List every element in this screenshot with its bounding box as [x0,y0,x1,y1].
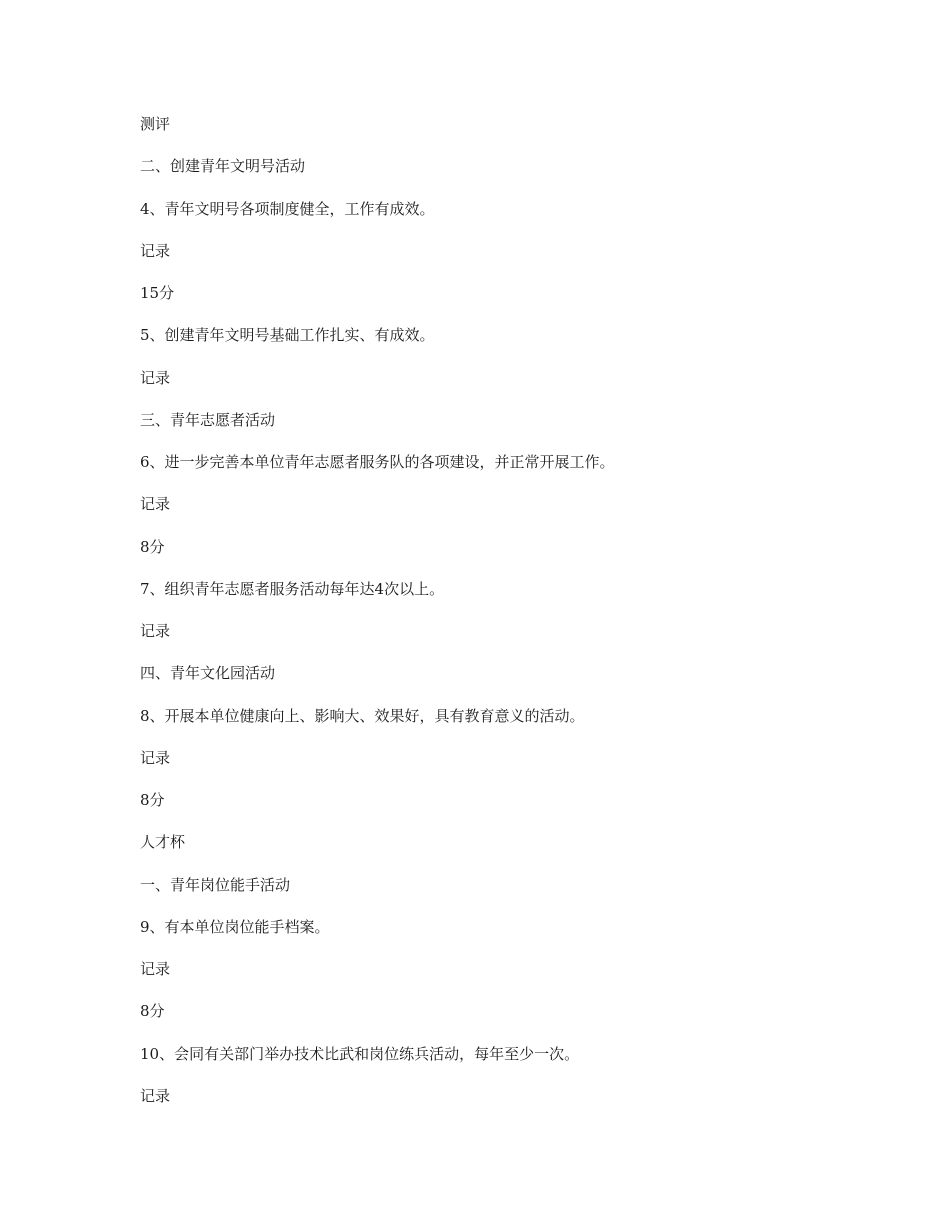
method-label: 记录 [140,495,171,514]
method-label: 记录 [140,368,171,387]
method-label: 记录 [140,748,171,767]
criterion-item: 5、创建青年文明号基础工作扎实、有成效。 [140,326,435,345]
section-heading: 三、青年志愿者活动 [140,410,276,429]
method-label: 记录 [140,960,171,978]
score-label: 8分 [140,791,165,809]
method-label: 记录 [140,1086,171,1105]
section-heading: 二、创建青年文明号活动 [140,157,306,176]
method-label: 记录 [140,241,171,260]
method-label: 记录 [140,622,171,640]
criterion-item: 9、有本单位岗位能手档案。 [140,917,330,936]
document-body [140,113,860,1127]
section-heading: 一、青年岗位能手活动 [140,875,291,894]
criterion-item: 7、组织青年志愿者服务活动每年达4次以上。 [140,579,445,598]
criterion-item: 4、青年文明号各项制度健全，工作有成效。 [140,199,435,218]
category-heading: 人才杯 [140,833,186,852]
criterion-item: 6、进一步完善本单位青年志愿者服务队的各项建设，并正常开展工作。 [140,453,615,471]
section-label-evaluation: 测评 [140,115,171,133]
section-heading: 四、青年文化园活动 [140,664,276,683]
score-label: 8分 [140,1002,165,1021]
criterion-item: 10、会同有关部门举办技术比武和岗位练兵活动，每年至少一次。 [140,1044,580,1063]
score-label: 8分 [140,537,165,556]
criterion-item: 8、开展本单位健康向上、影响大、效果好，具有教育意义的活动。 [140,706,585,725]
score-label: 15分 [140,284,175,302]
